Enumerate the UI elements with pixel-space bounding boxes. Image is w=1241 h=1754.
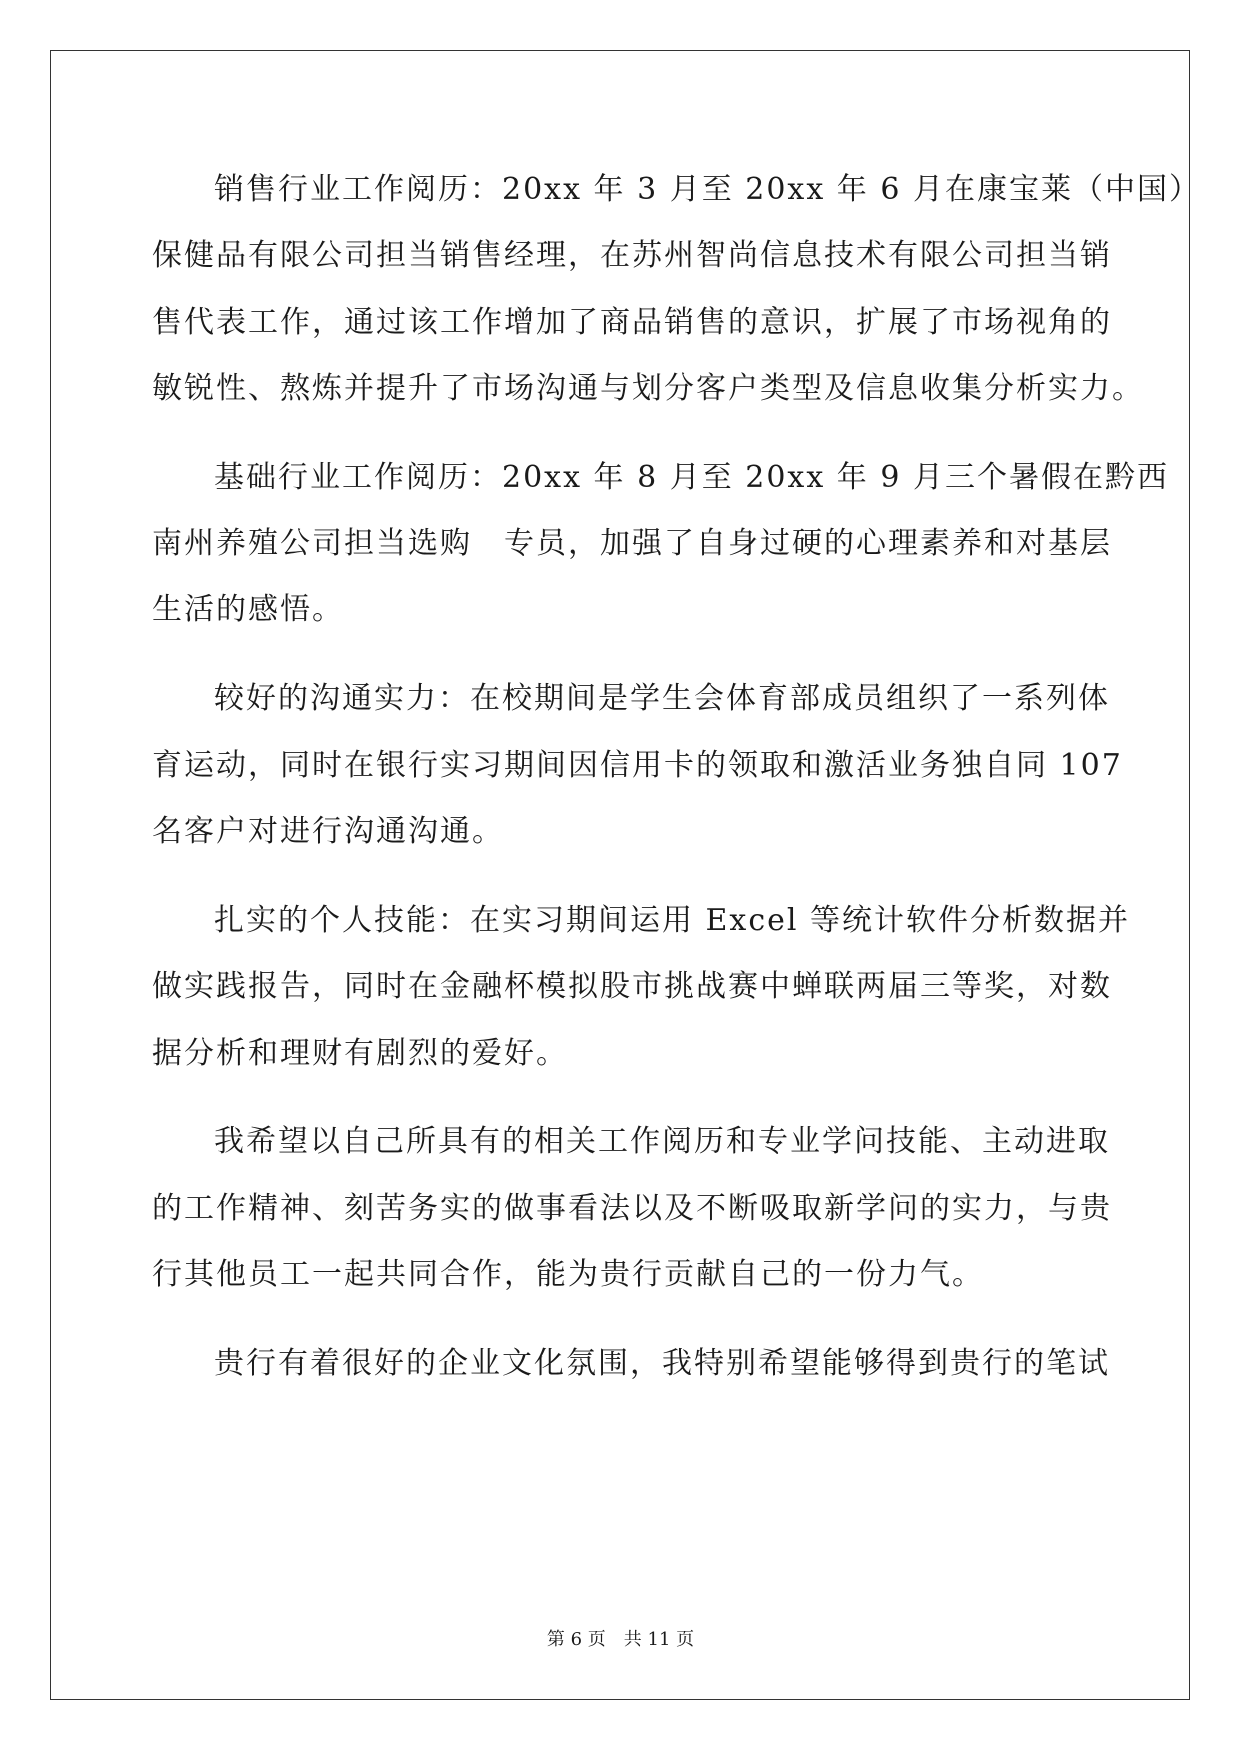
text-line: 做实践报告，同时在金融杯模拟股市挑战赛中蝉联两届三等奖，对数	[152, 969, 1112, 1004]
text-line: 敏锐性、熬炼并提升了市场沟通与划分客户类型及信息收集分析实力。	[152, 371, 1144, 406]
page-number: 第 6 页 共 11 页	[546, 1629, 695, 1650]
text-line: 生活的感悟。	[152, 592, 344, 627]
text-line: 南州养殖公司担当选购 专员，加强了自身过硬的心理素养和对基层	[152, 526, 1112, 561]
page-footer	[0, 1628, 1241, 1652]
text-line: 保健品有限公司担当销售经理，在苏州智尚信息技术有限公司担当销	[152, 238, 1112, 273]
text-line: 名客户对进行沟通沟通。	[152, 814, 504, 849]
text-line: 基础行业工作阅历：20xx 年 8 月至 20xx 年 9 月三个暑假在黔西	[214, 460, 1169, 495]
text-line: 行其他员工一起共同合作，能为贵行贡献自己的一份力气。	[152, 1257, 984, 1292]
text-line: 销售行业工作阅历：20xx 年 3 月至 20xx 年 6 月在康宝莱（中国）	[214, 172, 1201, 207]
text-line: 我希望以自己所具有的相关工作阅历和专业学问技能、主动进取	[214, 1124, 1110, 1159]
text-line: 较好的沟通实力：在校期间是学生会体育部成员组织了一系列体	[214, 681, 1110, 716]
text-line: 的工作精神、刻苦务实的做事看法以及不断吸取新学问的实力，与贵	[152, 1191, 1112, 1226]
text-line: 育运动，同时在银行实习期间因信用卡的领取和激活业务独自同 107	[152, 748, 1123, 783]
text-line: 扎实的个人技能：在实习期间运用 Excel 等统计软件分析数据并	[214, 903, 1131, 938]
text-line: 售代表工作，通过该工作增加了商品销售的意识，扩展了市场视角的	[152, 305, 1112, 340]
text-line: 据分析和理财有剧烈的爱好。	[152, 1036, 568, 1071]
text-line: 贵行有着很好的企业文化氛围，我特别希望能够得到贵行的笔试	[214, 1346, 1110, 1381]
